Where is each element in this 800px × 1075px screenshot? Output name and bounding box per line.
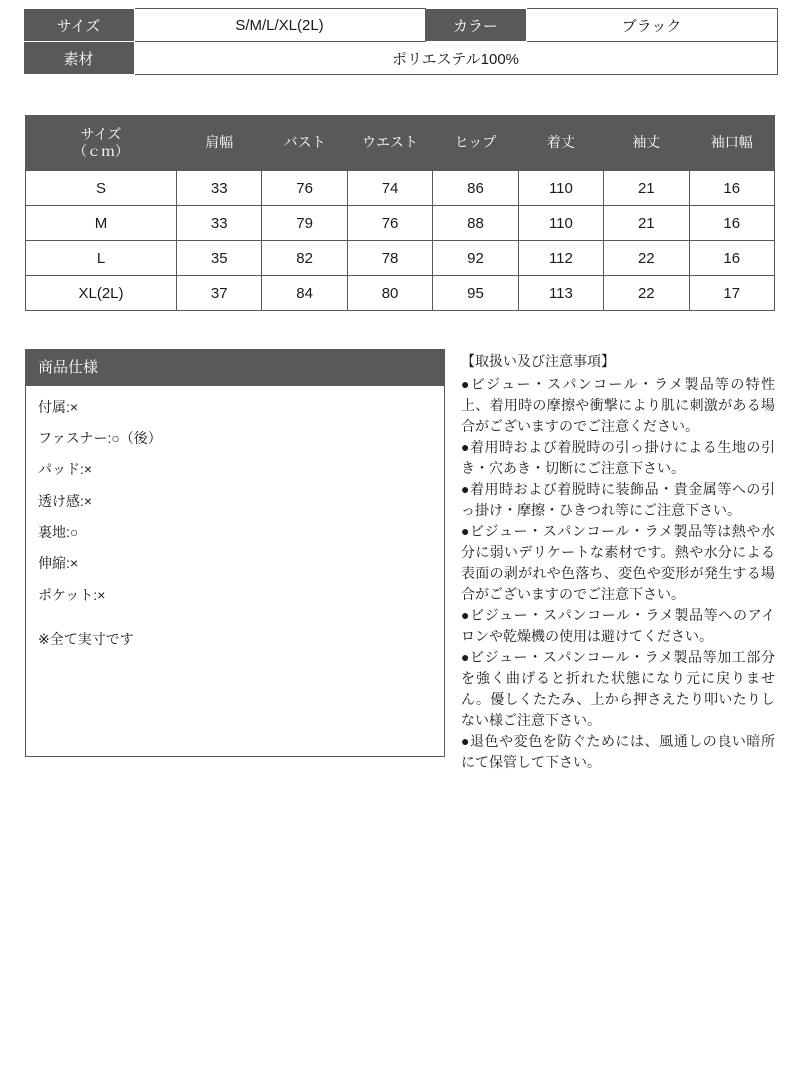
size-chart-row-label-3: XL(2L): [26, 276, 177, 311]
size-chart-cell-1-3: 88: [433, 206, 518, 241]
care-item-6: ●退色や変色を防ぐためには、風通しの良い暗所にて保管して下さい。: [461, 733, 775, 770]
table-row: [26, 206, 775, 241]
size-chart-table: [25, 115, 775, 311]
size-chart-row-label-2: L: [26, 241, 177, 276]
size-chart-cell-1-2: 76: [347, 206, 432, 241]
product-spec-line-5: 伸縮:×: [38, 555, 79, 572]
care-item-2: ●着用時および着脱時に装飾品・貴金属等への引っ掛け・摩擦・ひきつれ等にご注意下さい。: [461, 481, 775, 518]
size-chart-cell-0-5: 21: [604, 171, 689, 206]
product-spec-box: [25, 349, 445, 757]
size-chart-cell-0-0: 33: [177, 171, 262, 206]
size-chart-row-label-0: S: [26, 171, 177, 206]
spec-value-size: S/M/L/XL(2L): [134, 9, 425, 42]
care-item-3: ●ビジュー・スパンコール・ラメ製品等は熱や水分に弱いデリケートな素材です。熱や水分による表面の剥がれや色落ち、変色や変形が発生する場合がございますのでご注意下さい。: [461, 523, 775, 602]
size-chart-header-col-3: ヒップ: [433, 116, 518, 171]
bottom-section: [25, 349, 775, 773]
product-spec-line-3: 透け感:×: [38, 492, 93, 509]
product-spec-line-1: ファスナー:○（後）: [38, 429, 162, 446]
spec-label-size: サイズ: [23, 9, 134, 42]
care-item-5: ●ビジュー・スパンコール・ラメ製品等加工部分を強く曲げると折れた状態になり元に戻りません。優しくたたみ、上から押さえたり叩いたりしない様ご注意下さい。: [461, 649, 775, 728]
size-chart-cell-1-6: 16: [689, 206, 774, 241]
product-spec-body: [26, 386, 444, 756]
table-row: [26, 276, 775, 311]
size-chart-header-col-4: 着丈: [518, 116, 603, 171]
size-chart-cell-2-0: 35: [177, 241, 262, 276]
product-spec-note: ※全て実寸です: [38, 631, 134, 648]
size-chart-cell-2-6: 16: [689, 241, 774, 276]
size-chart-cell-2-3: 92: [433, 241, 518, 276]
size-chart-header-col-5: 袖丈: [604, 116, 689, 171]
size-chart-cell-3-3: 95: [433, 276, 518, 311]
product-spec-line-6: ポケット:×: [38, 586, 106, 603]
size-chart-cell-1-1: 79: [262, 206, 347, 241]
size-chart-header-row: [26, 116, 775, 171]
product-spec-line-2: パッド:×: [38, 461, 93, 478]
product-detail-page: [0, 8, 800, 1075]
size-chart-cell-0-1: 76: [262, 171, 347, 206]
size-chart-header-col-0: 肩幅: [177, 116, 262, 171]
spec-label-color: カラー: [425, 9, 526, 42]
size-chart-cell-3-0: 37: [177, 276, 262, 311]
size-chart-cell-1-4: 110: [518, 206, 603, 241]
table-row: [23, 42, 777, 75]
size-chart-cell-3-5: 22: [604, 276, 689, 311]
size-chart-header-col-1: バスト: [262, 116, 347, 171]
care-title: 【取扱い及び注意事項】: [461, 353, 615, 369]
size-chart-cell-3-1: 84: [262, 276, 347, 311]
size-chart-cell-0-2: 74: [347, 171, 432, 206]
size-chart-row-label-1: M: [26, 206, 177, 241]
size-chart-cell-1-5: 21: [604, 206, 689, 241]
care-item-1: ●着用時および着脱時の引っ掛けによる生地の引き・穴あき・切断にご注意下さい。: [461, 439, 775, 476]
table-row: [26, 171, 775, 206]
care-item-0: ●ビジュー・スパンコール・ラメ製品等の特性上、着用時の摩擦や衝撃により肌に刺激がある場合がございますのでご注意ください。: [461, 376, 775, 434]
size-chart-cell-0-6: 16: [689, 171, 774, 206]
spec-header-table: [23, 8, 778, 75]
size-chart-cell-2-1: 82: [262, 241, 347, 276]
size-chart-header-size: [26, 116, 177, 171]
care-item-4: ●ビジュー・スパンコール・ラメ製品等へのアイロンや乾燥機の使用は避けてください。: [461, 607, 775, 644]
size-chart-cell-0-3: 86: [433, 171, 518, 206]
size-chart-header-col-2: ウエスト: [347, 116, 432, 171]
size-chart-cell-3-4: 113: [518, 276, 603, 311]
product-spec-title: 商品仕様: [26, 350, 444, 386]
size-chart-cell-3-2: 80: [347, 276, 432, 311]
table-row: [23, 9, 777, 42]
spec-label-material: 素材: [23, 42, 134, 75]
size-chart-cell-1-0: 33: [177, 206, 262, 241]
size-chart-cell-2-4: 112: [518, 241, 603, 276]
size-chart-section: [25, 115, 775, 311]
size-chart-cell-0-4: 110: [518, 171, 603, 206]
size-chart-header-col-6: 袖口幅: [689, 116, 774, 171]
size-chart-cell-2-5: 22: [604, 241, 689, 276]
table-row: [26, 241, 775, 276]
care-instructions: [461, 349, 775, 773]
spec-value-material: ポリエステル100%: [134, 42, 777, 75]
size-chart-cell-2-2: 78: [347, 241, 432, 276]
spec-value-color: ブラック: [526, 9, 777, 42]
size-chart-header-size-line1: サイズ: [80, 125, 122, 142]
product-spec-line-4: 裏地:○: [38, 524, 79, 541]
size-chart-cell-3-6: 17: [689, 276, 774, 311]
product-spec-line-0: 付属:×: [38, 398, 79, 415]
size-chart-header-size-line2: （ｃｍ）: [73, 143, 129, 159]
